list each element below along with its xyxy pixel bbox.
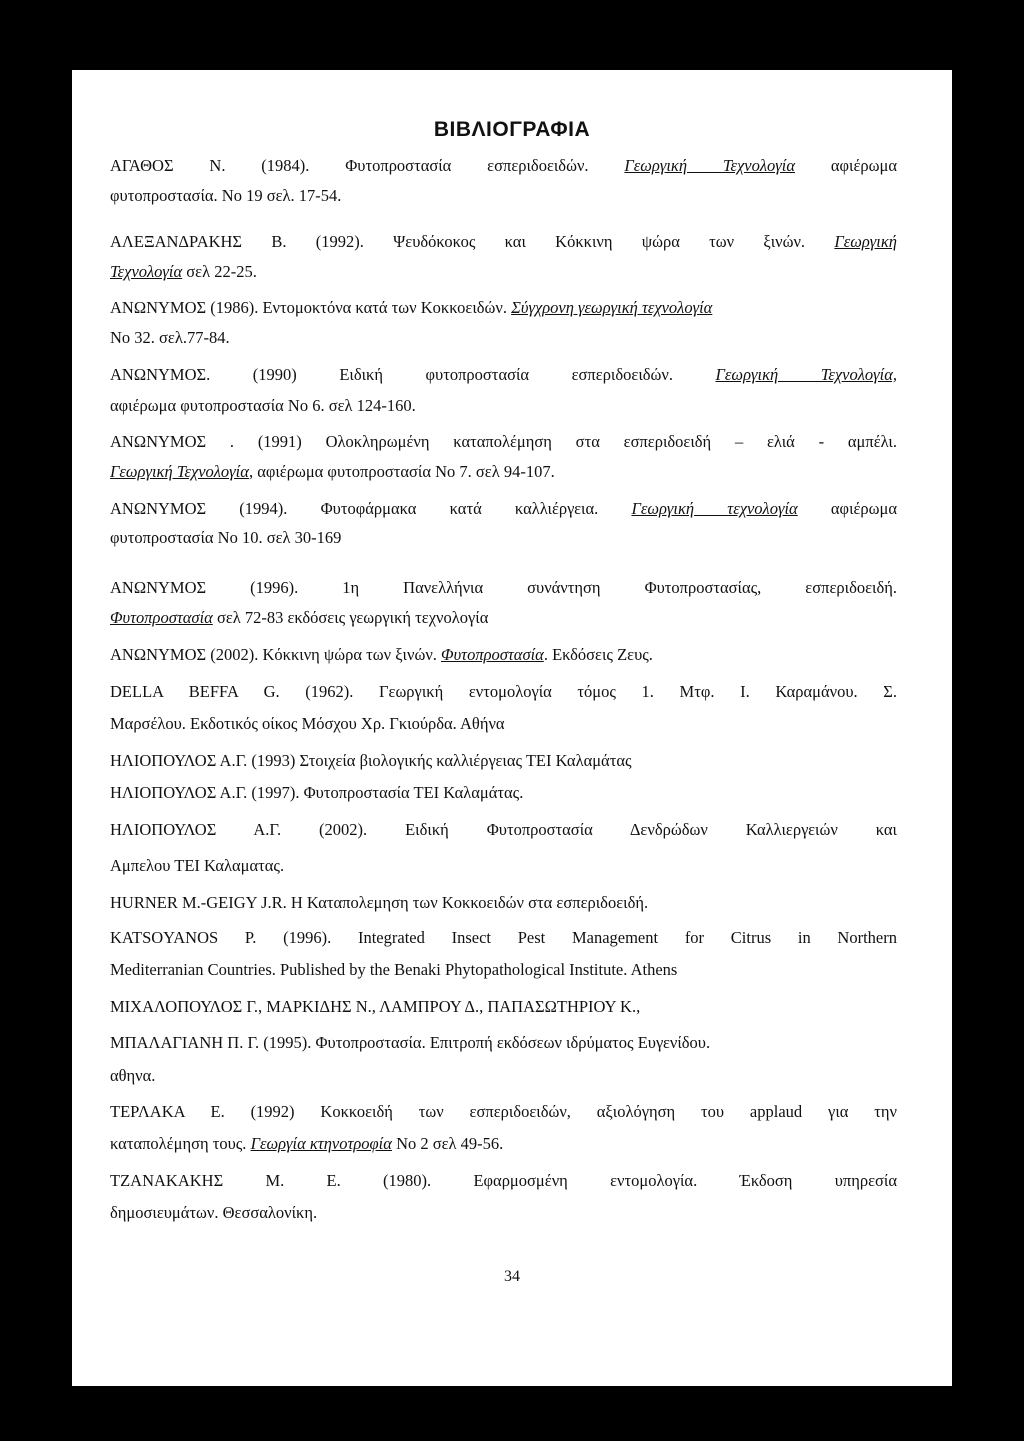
- page-number: 34: [504, 1268, 520, 1285]
- reference-line: [110, 156, 897, 176]
- reference-line: [110, 396, 910, 416]
- reference-line: [110, 365, 897, 385]
- reference-line: [110, 893, 910, 913]
- reference-text: ΜΠΑΛΑΓΙΑΝΗ Π. Γ. (1995). Φυτοπροστασία. Επιτροπή εκδόσεων ιδρύματος Ευγενίδου.: [110, 1033, 711, 1052]
- reference-line: [110, 856, 910, 876]
- reference-text: ΑΝΩΝΥΜΟΣ. (1990) Ειδική φυτοπροστασία εσπεριδοειδών.: [110, 365, 716, 384]
- reference-line: [110, 1203, 910, 1223]
- reference-text: Νο 32. σελ.77-84.: [110, 328, 230, 347]
- reference-text: αφιέρωμα: [795, 156, 897, 175]
- journal-title: Φυτοπροστασία: [441, 645, 544, 664]
- reference-text: ΗΛΙΟΠΟΥΛΟΣ Α.Γ. (2002). Ειδική Φυτοπροστασία Δενδρώδων Καλλιεργειών και: [110, 820, 897, 839]
- reference-text: Mediterranian Countries. Published by the Benaki Phytopathological Institute. Athens: [110, 960, 678, 979]
- reference-text: Νο 2 σελ 49-56.: [391, 1134, 504, 1153]
- reference-line: [110, 528, 910, 548]
- reference-text: ΤΕΡΛΑΚΑ Ε. (1992) Κοκκοειδή των εσπεριδοειδών, αξιολόγηση του applaud για την: [110, 1102, 897, 1121]
- reference-text: ΑΓΑΘΟΣ Ν. (1984). Φυτοπροστασία εσπεριδοειδών.: [110, 156, 625, 175]
- reference-text: ΑΝΩΝΥΜΟΣ (1986). Εντομοκτόνα κατά των Κοκκοειδών.: [110, 298, 512, 317]
- reference-text: KATSOYANOS P. (1996). Integrated Insect Pest Management for Citrus in Northern: [110, 928, 897, 947]
- reference-text: αφιέρωμα: [797, 499, 898, 518]
- document-page: [72, 70, 952, 1386]
- journal-title: Γεωργική Τεχνολογία: [110, 462, 249, 481]
- reference-text: σελ 22-25.: [182, 262, 257, 281]
- reference-line: [110, 1033, 910, 1053]
- reference-line: [110, 578, 897, 598]
- reference-text: καταπολέμηση τους.: [110, 1134, 251, 1153]
- reference-line: [110, 262, 910, 282]
- reference-line: [110, 997, 910, 1017]
- reference-line: [110, 186, 910, 206]
- reference-text: ΑΝΩΝΥΜΟΣ (1994). Φυτοφάρμακα κατά καλλιέργεια.: [110, 499, 632, 518]
- reference-text: DELLA BEFFA G. (1962). Γεωργική εντομολογία τόμος 1. Μτφ. Ι. Καραμάνου. Σ.: [110, 682, 897, 701]
- reference-text: ΜΙΧΑΛΟΠΟΥΛΟΣ Γ., ΜΑΡΚΙΔΗΣ Ν., ΛΑΜΠΡΟΥ Δ., ΠΑΠΑΣΩΤΗΡΙΟΥ Κ.,: [110, 997, 641, 1016]
- journal-title: Σύγχρονη γεωργική τεχνολογία: [511, 298, 713, 317]
- reference-text: ΑΛΕΞΑΝΔΡΑΚΗΣ Β. (1992). Ψευδόκοκος και Κόκκινη ψώρα των ξινών.: [110, 232, 835, 251]
- reference-line: [110, 298, 910, 318]
- reference-line: [110, 714, 910, 734]
- reference-text: ΑΝΩΝΥΜΟΣ . (1991) Ολοκληρωμένη καταπολέμηση στα εσπεριδοειδή – ελιά - αμπέλι.: [110, 432, 897, 451]
- reference-line: [110, 751, 910, 771]
- reference-text: δημοσιευμάτων. Θεσσαλονίκη.: [110, 1203, 318, 1222]
- reference-text: Αμπελου ΤΕΙ Καλαματας.: [110, 856, 285, 875]
- reference-text: , αφιέρωμα φυτοπροστασία Νο 7. σελ 94-107.: [248, 462, 555, 481]
- journal-title: Γεωργική Τεχνολογία,: [715, 365, 898, 384]
- reference-line: [110, 462, 910, 482]
- reference-line: [110, 328, 910, 348]
- reference-text: ΑΝΩΝΥΜΟΣ (2002). Κόκκινη ψώρα των ξινών.: [110, 645, 442, 664]
- reference-line: [110, 960, 910, 980]
- reference-text: φυτοπροστασία. Νο 19 σελ. 17-54.: [110, 186, 342, 205]
- reference-text: αθηνα.: [110, 1066, 156, 1085]
- reference-line: [110, 1134, 910, 1154]
- journal-title: Γεωργική Τεχνολογία: [624, 156, 796, 175]
- reference-line: [110, 1066, 910, 1086]
- reference-line: [110, 928, 897, 948]
- reference-text: ΗΛΙΟΠΟΥΛΟΣ Α.Γ. (1997). Φυτοπροστασία ΤΕΙ Καλαμάτας.: [110, 783, 524, 802]
- reference-text: σελ 72-83 εκδόσεις γεωργική τεχνολογία: [212, 608, 489, 627]
- reference-text: φυτοπροστασία Νο 10. σελ 30-169: [110, 528, 342, 547]
- journal-title: Γεωργική τεχνολογία: [631, 499, 798, 518]
- reference-line: [110, 608, 910, 628]
- journal-title: Γεωργική: [834, 232, 897, 251]
- reference-text: ΑΝΩΝΥΜΟΣ (1996). 1η Πανελλήνια συνάντηση Φυτοπροστασίας, εσπεριδοειδή.: [110, 578, 897, 597]
- reference-line: [110, 1102, 897, 1122]
- reference-text: HURNER M.-GEIGY J.R. Η Καταπολεμηση των Κοκκοειδών στα εσπεριδοειδή.: [110, 893, 649, 912]
- journal-title: Τεχνολογία: [110, 262, 183, 281]
- journal-title: Φυτοπροστασία: [110, 608, 213, 627]
- reference-line: [110, 682, 897, 702]
- reference-line: [110, 783, 910, 803]
- reference-line: [110, 645, 910, 665]
- reference-text: . Εκδόσεις Ζευς.: [543, 645, 653, 664]
- reference-line: [110, 1171, 897, 1191]
- reference-line: [110, 232, 897, 252]
- reference-text: αφιέρωμα φυτοπροστασία Νο 6. σελ 124-160.: [110, 396, 416, 415]
- reference-text: ΗΛΙΟΠΟΥΛΟΣ Α.Γ. (1993) Στοιχεία βιολογικής καλλιέργειας ΤΕΙ Καλαμάτας: [110, 751, 632, 770]
- reference-line: [110, 499, 897, 519]
- journal-title: Γεωργία κτηνοτροφία: [250, 1134, 392, 1153]
- reference-text: Μαρσέλου. Εκδοτικός οίκος Μόσχου Χρ. Γκιούρδα. Αθήνα: [110, 714, 505, 733]
- reference-text: ΤΖΑΝΑΚΑΚΗΣ Μ. Ε. (1980). Εφαρμοσμένη εντομολογία. Έκδοση υπηρεσία: [110, 1171, 897, 1190]
- reference-line: [110, 820, 897, 840]
- reference-line: [110, 432, 897, 452]
- page-title: ΒΙΒΛΙΟΓΡΑΦΙΑ: [433, 118, 591, 141]
